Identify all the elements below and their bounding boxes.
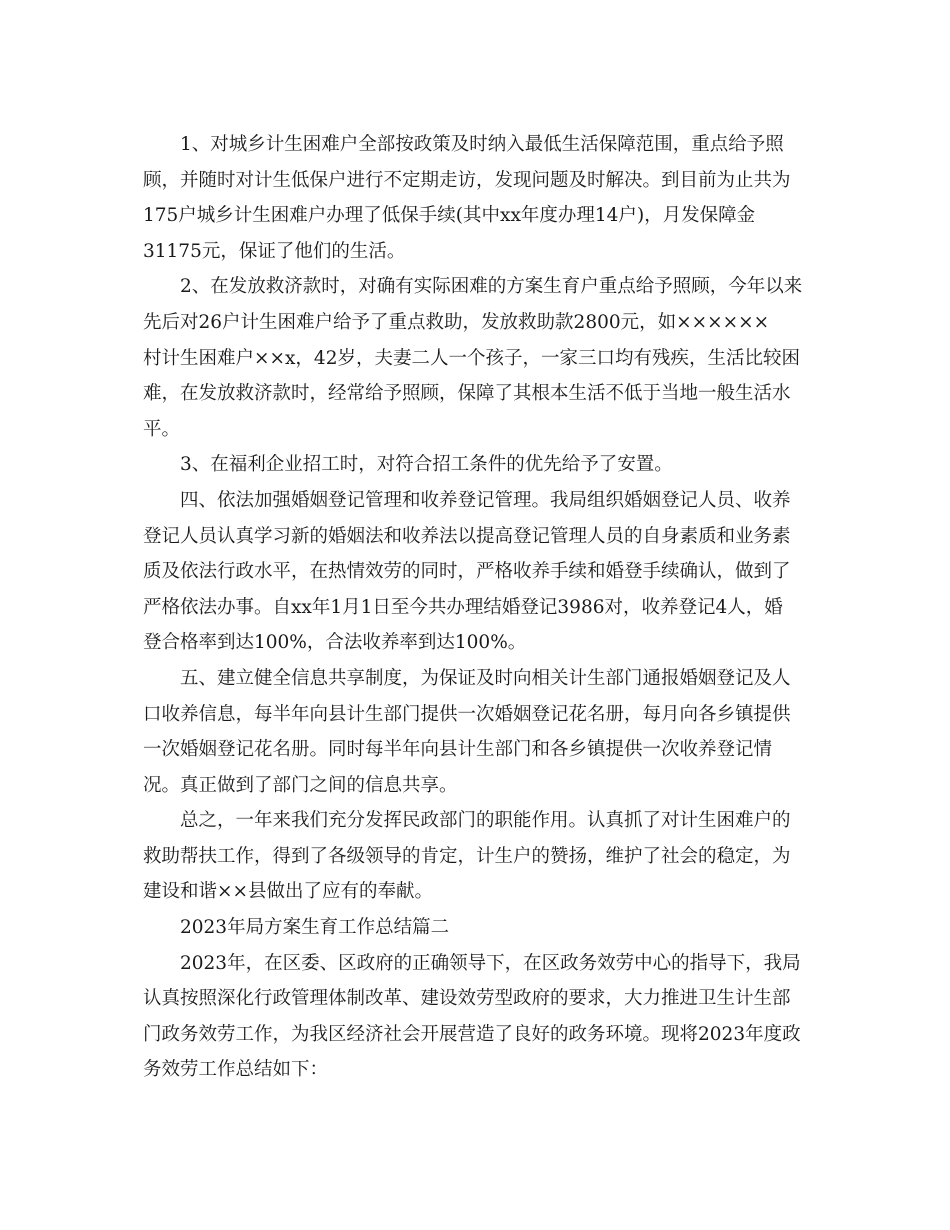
text-line: 登记人员认真学习新的婚姻法和收养法以提高登记管理人员的自身素质和业务素 xyxy=(143,525,791,547)
text-line: 建设和谐××县做出了应有的奉献。 xyxy=(143,881,434,903)
text-line: 175户城乡计生困难户办理了低保手续(其中xx年度办理14户)，月发保障金 xyxy=(143,205,756,227)
text-line: 一次婚姻登记花名册。同时每半年向县计生部门和各乡镇提供一次收养登记情 xyxy=(143,739,773,761)
text-line: 平。 xyxy=(143,418,181,440)
section-heading-line: 四、依法加强婚姻登记管理和收养登记管理。我局组织婚姻登记人员、收养 xyxy=(180,489,791,511)
text-line: 3、在福利企业招工时，对符合招工条件的优先给予了安置。 xyxy=(180,454,673,476)
text-line: 2、在发放救济款时，对确有实际困难的方案生育户重点给予照顾，今年以来 xyxy=(180,276,803,298)
text-line: 顾，并随时对计生低保户进行不定期走访，发现问题及时解决。到目前为止共为 xyxy=(143,169,791,191)
text-line: 31175元，保证了他们的生活。 xyxy=(143,240,406,262)
text-line: 质及依法行政水平，在热情效劳的同时，严格收养手续和婚登手续确认，做到了 xyxy=(143,561,791,583)
text-line: 难，在发放救济款时，经常给予照顾，保障了其根本生活不低于当地一般生活水 xyxy=(143,383,791,405)
text-line: 况。真正做到了部门之间的信息共享。 xyxy=(143,774,458,796)
section-heading-line: 五、建立健全信息共享制度，为保证及时向相关计生部门通报婚姻登记及人 xyxy=(180,667,791,689)
text-line: 救助帮扶工作，得到了各级领导的肯定，计生户的赞扬，维护了社会的稳定，为 xyxy=(143,845,791,867)
text-line: 口收养信息，每半年向县计生部门提供一次婚姻登记花名册，每月向各乡镇提供 xyxy=(143,703,791,725)
text-line: 2023年，在区委、区政府的正确领导下，在区政务效劳中心的指导下，我局 xyxy=(180,952,801,974)
text-line: 村计生困难户××x，42岁，夫妻二人一个孩子，一家三口均有残疾，生活比较困 xyxy=(143,347,800,369)
text-line: 总之，一年来我们充分发挥民政部门的职能作用。认真抓了对计生困难户的 xyxy=(180,810,791,832)
text-line: 登合格率到达100%，合法收养率到达100%。 xyxy=(143,632,527,654)
article-title-line: 2023年局方案生育工作总结篇二 xyxy=(180,917,450,939)
text-line: 务效劳工作总结如下： xyxy=(143,1059,329,1081)
text-line: 严格依法办事。自xx年1月1日至今共办理结婚登记3986对，收养登记4人，婚 xyxy=(143,596,783,618)
text-line: 门政务效劳工作，为我区经济社会开展营造了良好的政务环境。现将2023年度政 xyxy=(143,1023,801,1045)
text-line: 1、对城乡计生困难户全部按政策及时纳入最低生活保障范围，重点给予照 xyxy=(180,134,784,155)
text-line: 认真按照深化行政管理体制改革、建设效劳型政府的要求，大力推进卫生计生部 xyxy=(143,988,791,1010)
document-body xyxy=(143,127,813,1088)
text-line: 先后对26户计生困难户给予了重点救助，发放救助款2800元，如×××××× xyxy=(143,311,770,333)
